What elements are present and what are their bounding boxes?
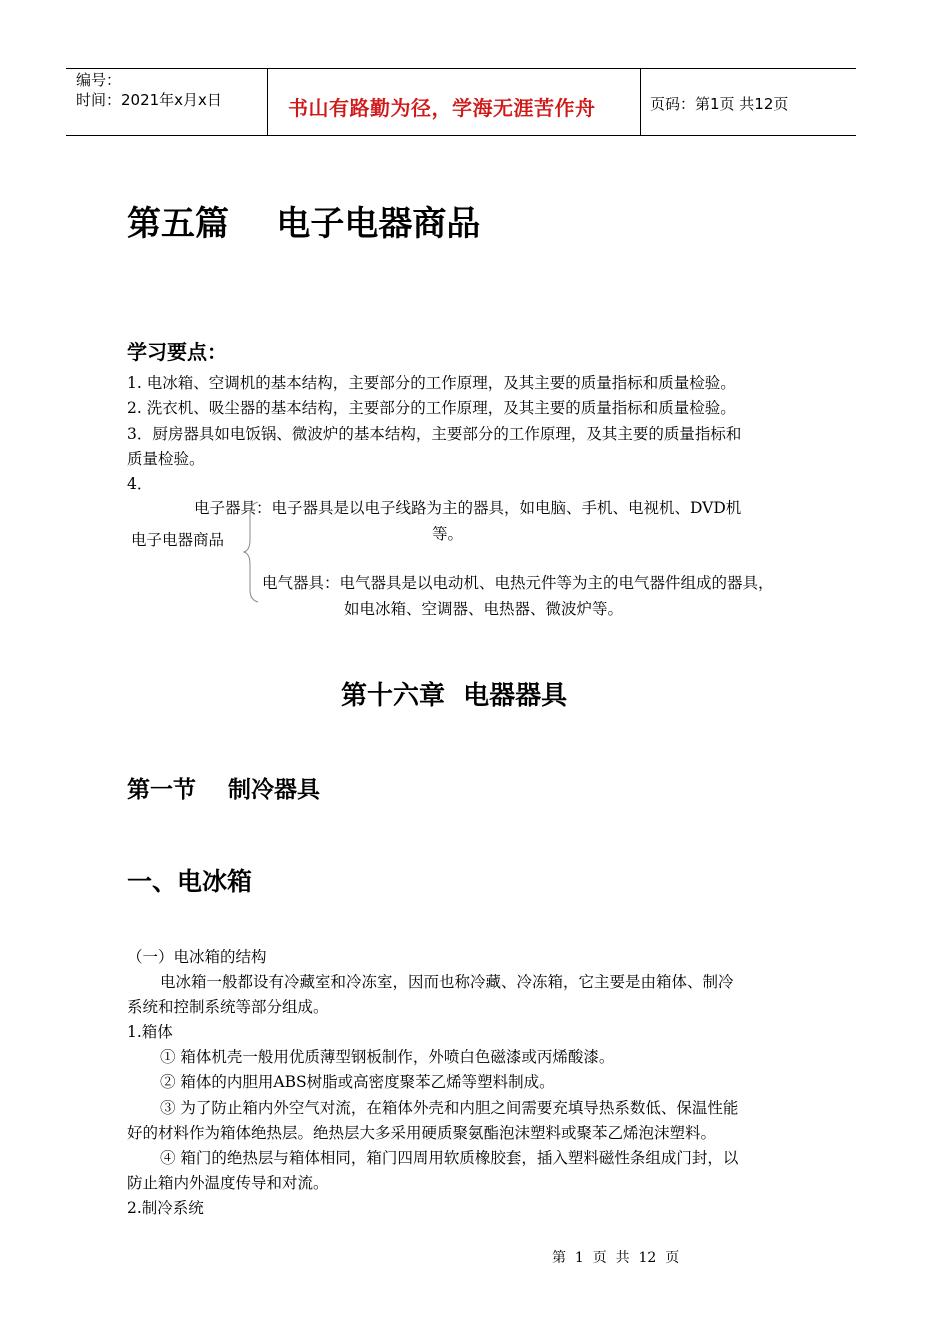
- page-title: 第五篇 电子电器商品: [127, 204, 481, 244]
- part1-item3-line1: ③ 为了防止箱内外空气对流，在箱体外壳和内胆之间需要充填导热系数低、保温性能: [160, 1099, 739, 1117]
- subsection-heading: 一、电冰箱: [127, 867, 253, 896]
- header-divider-right: [640, 68, 641, 136]
- diagram-branch2-line2: 如电冰箱、空调器、电热器、微波炉等。: [344, 600, 624, 618]
- brace-icon: [242, 500, 262, 604]
- key-point-item: 1. 电冰箱、空调机的基本结构，主要部分的工作原理，及其主要的质量指标和质量检验。: [127, 374, 736, 392]
- key-point-item: 质量检验。: [127, 450, 205, 468]
- part2-title: 2.制冷系统: [127, 1199, 204, 1217]
- part1-title: 1.箱体: [127, 1023, 173, 1041]
- content-intro-line2: 系统和控制系统等部分组成。: [127, 998, 329, 1016]
- key-point-item: 2. 洗衣机、吸尘器的基本结构，主要部分的工作原理，及其主要的质量指标和质量检验。: [127, 399, 736, 417]
- key-point-item: 4．: [127, 475, 153, 493]
- diagram-branch2-line1: 电气器具：电气器具是以电动机、电热元件等为主的电气器件组成的器具，: [262, 574, 774, 592]
- section-heading: 第一节 制冷器具: [127, 777, 321, 803]
- content-subheading: （一）电冰箱的结构: [127, 948, 267, 966]
- header-time-label: 时间：2021年x月x日: [76, 91, 222, 109]
- part1-item2: ② 箱体的内胆用ABS树脂或高密度聚苯乙烯等塑料制成。: [160, 1073, 555, 1091]
- content-intro-line1: 电冰箱一般都设有冷藏室和冷冻室，因而也称冷藏、冷冻箱，它主要是由箱体、制冷: [160, 973, 734, 991]
- header-bottom-border: [66, 135, 856, 136]
- part1-item1: ① 箱体机壳一般用优质薄型钢板制作，外喷白色磁漆或丙烯酸漆。: [160, 1048, 615, 1066]
- header-top-border: [66, 68, 856, 69]
- header-number-label: 编号：: [76, 71, 122, 89]
- header-motto: 书山有路勤为径，学海无涯苦作舟: [288, 96, 596, 120]
- header-page-label: 页码：第1页 共12页: [650, 95, 789, 113]
- part1-item3-line2: 好的材料作为箱体绝热层。绝热层大多采用硬质聚氨酯泡沫塑料或聚苯乙烯泡沫塑料。: [127, 1124, 717, 1142]
- diagram-branch1-line1: 电子器具：电子器具是以电子线路为主的器具，如电脑、手机、电视机、DVD机: [194, 499, 742, 517]
- diagram-root: 电子电器商品: [131, 531, 225, 549]
- key-point-item: 3．厨房器具如电饭锅、微波炉的基本结构，主要部分的工作原理，及其主要的质量指标和: [127, 425, 742, 443]
- chapter-heading: 第十六章 电器器具: [341, 681, 568, 711]
- key-points-heading: 学习要点：: [127, 340, 227, 364]
- part1-item4-line2: 防止箱内外温度传导和对流。: [127, 1174, 329, 1192]
- diagram-branch1-line2: 等。: [432, 525, 464, 543]
- part1-item4-line1: ④ 箱门的绝热层与箱体相同，箱门四周用软质橡胶套，插入塑料磁性条组成门封，以: [160, 1149, 739, 1167]
- header-divider-left: [267, 68, 268, 136]
- page-footer: 第 1 页 共 12 页: [552, 1250, 680, 1266]
